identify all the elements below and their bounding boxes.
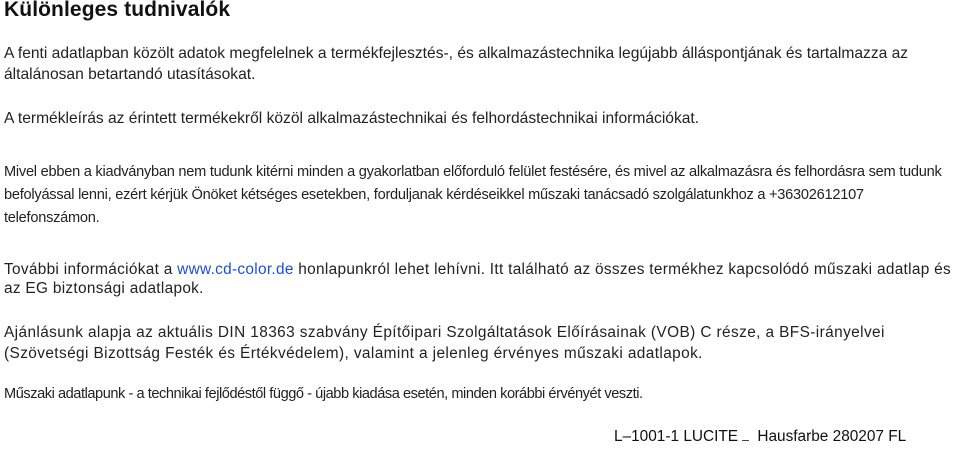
paragraph-more-info bbox=[4, 260, 954, 298]
footer-code: L–1001-1 LUCITE bbox=[614, 428, 739, 445]
footer-separator bbox=[742, 440, 749, 441]
paragraph-data-validity: A fenti adatlapban közölt adatok megfelelnek a termékfejlesztés-, és alkalmazástechnika legújabb álláspontjának és tartalmazza az általánosan betartandó utasításokat. bbox=[4, 45, 909, 83]
website-link[interactable]: www.cd-color.de bbox=[177, 261, 294, 278]
footer-product: Hausfarbe 280207 FL bbox=[757, 428, 907, 445]
paragraph-consultation: Mivel ebben a kiadványban nem tudunk kitérni minden a gyakorlatban előforduló felület festésére, és mivel az alkalmazásra és felhordásra sem tudunk befolyással lenni, ezért kérjük Önöket kétséges esetekben, forduljanak kérdéseikkel műszaki tanácsadó szolgálatunkhoz a +36302612107 telefonszámon. bbox=[4, 164, 942, 226]
footer-product-code bbox=[614, 428, 906, 446]
paragraph-validity-notice: Műszaki adatlapunk - a technikai fejlődéstől függő - újabb kiadása esetén, minden korábbi érvényét veszti. bbox=[4, 386, 643, 402]
more-info-text-after: honlapunkról lehet lehívni. Itt található az összes termékhez kapcsolódó műszaki adatlap és az EG biztonsági adatlapok. bbox=[4, 261, 951, 297]
page-title: Különleges tudnivalók bbox=[4, 0, 231, 21]
paragraph-product-description: A termékleírás az érintett termékekről közöl alkalmazástechnikai és felhordástechnikai információkat. bbox=[4, 110, 700, 127]
paragraph-standards: Ajánlásunk alapja az aktuális DIN 18363 szabvány Építőipari Szolgáltatások Előírásainak (VOB) C része, a BFS-irányelvei (Szövetségi Bizottság Festék és Értékvédelem), valamint a jelenleg érvényes műszaki adatlapok. bbox=[4, 324, 885, 362]
more-info-text-before: További információkat a bbox=[4, 261, 178, 278]
